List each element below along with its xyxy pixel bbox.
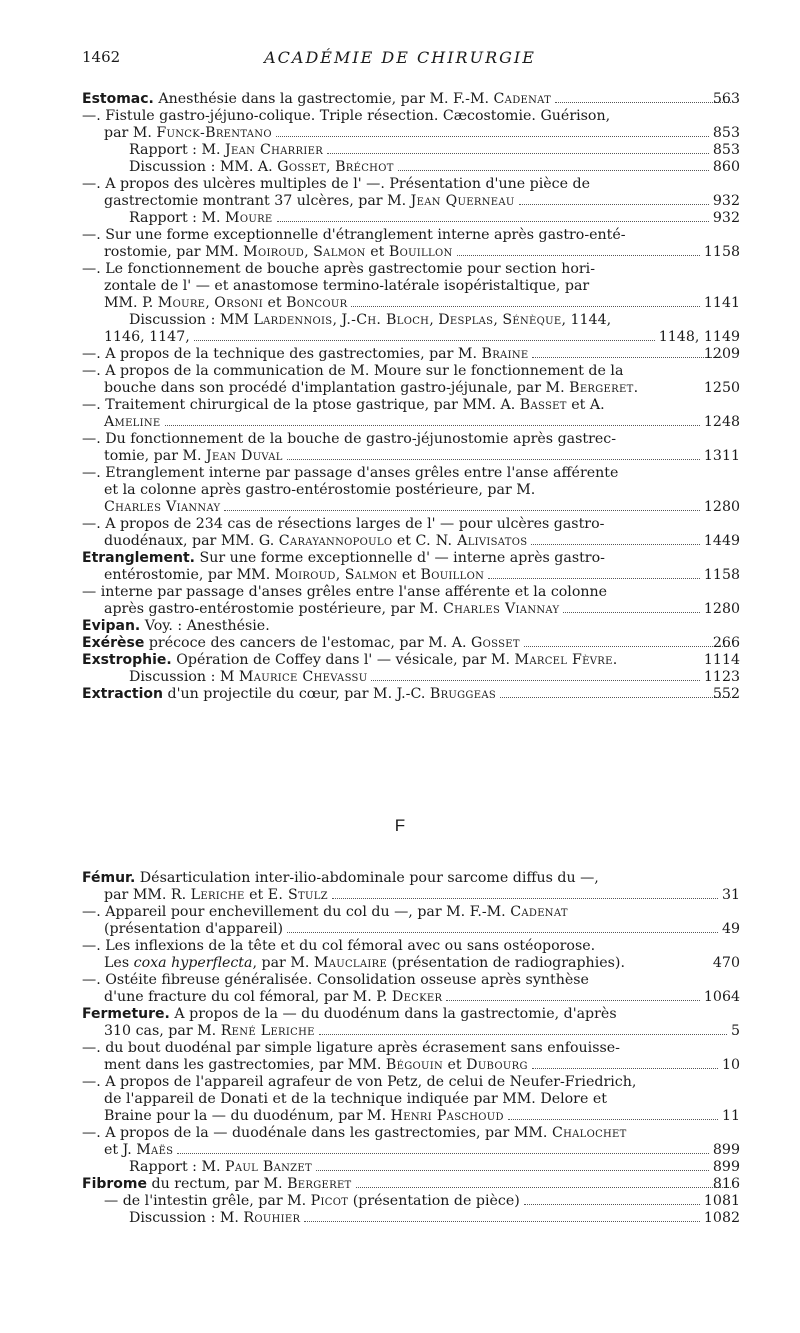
index-entry: Fibrome du rectum, par M. Bergeret 816 [82,1176,740,1192]
page-ref: 1280 [703,499,740,515]
index-entry: —. Etranglement interne par passage d'anses grêles entre l'anse afférente et la colonne après gastro-entérostomie postérieure, par M. Charles Viannay 1280 [82,465,740,515]
page-ref: 470 [712,955,740,971]
index-entry: —. Les inflexions de la tête et du col fémoral avec ou sans ostéoporose. Les coxa hyperflecta, par M. Mauclaire (présentation de radiographies). 470 [82,938,740,971]
index-entry: Fémur. Désarticulation inter-ilio-abdominale pour sarcome diffus du —, par MM. R. Leriche et E. Stulz 31 [82,870,740,903]
index-entry: —. Sur une forme exceptionnelle d'étranglement interne après gastro-enté- rostomie, par MM. Moiroud, Salmon et Bouillon 1158 [82,227,740,260]
index-entry: Evipan. Voy. : Anesthésie. [82,618,270,634]
page-ref: 1248 [703,414,740,430]
index-entry: Fermeture. A propos de la — du duodénum dans la gastrectomie, d'après 310 cas, par M. René Leriche 5 [82,1006,740,1039]
index-entry: —. A propos de la — duodénale dans les gastrectomies, par MM. Chalochet et J. Maës 899 [82,1125,740,1158]
page-ref: 1209 [703,346,740,362]
index-entry: — interne par passage d'anses grêles entre l'anse afférente et la colonne après gastro-entérostomie postérieure, par M. Charles Viannay 1280 [82,584,740,617]
index-entry: Estomac. Anesthésie dans la gastrectomie, par M. F.-M. Cadenat 563 [82,91,740,107]
page-ref: 860 [712,159,740,175]
page-ref: 1064 [703,989,740,1005]
index-subentry: Rapport : M. Moure 932 [129,210,740,226]
index-subentry: Discussion : MM Lardennois, J.-Ch. Bloch, Desplas, Sénèque, 1144, 1146, 1147, 1148, 1149 [104,312,740,345]
page-header [0,48,800,72]
index-entry: Extraction d'un projectile du cœur, par M. J.-C. Bruggeas 552 [82,686,740,702]
index-subentry: Discussion : M Maurice Chevassu 1123 [129,669,740,685]
page-ref: 932 [712,210,740,226]
index-entry: — de l'intestin grêle, par M. Picot (présentation de pièce) 1081 [104,1193,740,1209]
page-ref: 266 [712,635,740,651]
index-subentry: Rapport : M. Jean Charrier 853 [129,142,740,158]
index-entry: —. Le fonctionnement de bouche après gastrectomie pour section hori- zontale de l' — et anastomose termino-latérale isopéristaltique, par MM. P. Moure, Orsoni et Boncour 1141 [82,261,740,311]
page-ref: 10 [721,1057,740,1073]
page-ref: 1158 [703,567,740,583]
index-entry: —. Appareil pour enchevillement du col du —, par M. F.-M. Cadenat (présentation d'appareil) 49 [82,904,740,937]
page-ref: 1250 [703,380,740,396]
index-entry: —. Traitement chirurgical de la ptose gastrique, par MM. A. Basset et A. Ameline 1248 [82,397,740,430]
index-entry: —. Du fonctionnement de la bouche de gastro-jéjunostomie après gastrec- tomie, par M. Jean Duval 1311 [82,431,740,464]
index-entry: —. A propos de l'appareil agrafeur de von Petz, de celui de Neufer-Friedrich, de l'appareil de Donati et de la technique indiquée par MM. Delore et Braine pour la — du duodénum, par M. Henri Paschoud 11 [82,1074,740,1124]
index-entry: —. A propos de 234 cas de résections larges de l' — pour ulcères gastro- duodénaux, par MM. G. Carayannopoulo et C. N. Alivisatos 1449 [82,516,740,549]
index-entry: Exérèse précoce des cancers de l'estomac, par M. A. Gosset 266 [82,635,740,651]
page-ref: 1114 [703,652,740,668]
page-ref: 816 [712,1176,740,1192]
page-ref: 1141 [703,295,740,311]
page-ref: 31 [721,887,740,903]
section-letter: F [394,816,406,835]
index-subentry: Discussion : M. Rouhier 1082 [129,1210,740,1226]
page-ref: 49 [721,921,740,937]
page-ref: 1123 [703,669,740,685]
index-section-f [82,870,740,1227]
page-ref: 1311 [703,448,740,464]
index-entry: Exstrophie. Opération de Coffey dans l' — vésicale, par M. Marcel Fèvre. 1114 [82,652,740,668]
page-ref: 899 [712,1159,740,1175]
index-subentry: Discussion : MM. A. Gosset, Bréchot 860 [129,159,740,175]
index-entry: —. A propos de la technique des gastrectomies, par M. Braine 1209 [82,346,740,362]
index-entry: —. A propos de la communication de M. Moure sur le fonctionnement de la bouche dans son procédé d'implantation gastro-jéjunale, par M. Bergeret. 1250 [82,363,740,396]
index-subentry: Rapport : M. Paul Banzet 899 [129,1159,740,1175]
page-ref: 899 [712,1142,740,1158]
page-ref: 1280 [703,601,740,617]
page-number: 1462 [82,48,121,66]
page-ref: 563 [712,91,740,107]
running-title: ACADÉMIE DE CHIRURGIE [264,48,536,67]
page-ref: 5 [730,1023,740,1039]
index-entry: —. Ostéite fibreuse généralisée. Consolidation osseuse après synthèse d'une fracture du col fémoral, par M. P. Decker 1064 [82,972,740,1005]
page-ref: 853 [712,142,740,158]
page-ref: 11 [721,1108,740,1124]
page-ref: 1149 [703,329,740,345]
page-ref: 552 [712,686,740,702]
page-ref: 1081 [703,1193,740,1209]
page-ref: 1082 [703,1210,740,1226]
page-ref: 1449 [703,533,740,549]
index-entry: —. A propos des ulcères multiples de l' —. Présentation d'une pièce de gastrectomie montrant 37 ulcères, par M. Jean Querneau 932 [82,176,740,209]
index-entry: —. Fistule gastro-jéjuno-colique. Triple résection. Cæcostomie. Guérison, par M. Funck-Brentano 853 [82,108,740,141]
index-entry: Etranglement. Sur une forme exceptionnelle d' — interne après gastro- entérostomie, par MM. Moiroud, Salmon et Bouillon 1158 [82,550,740,583]
index-section-e [82,91,740,703]
page-ref: 853 [712,125,740,141]
page-ref: 1158 [703,244,740,260]
index-entry: —. du bout duodénal par simple ligature après écrasement sans enfouisse- ment dans les gastrectomies, par MM. Bégouin et Dubourg 10 [82,1040,740,1073]
page-ref: 932 [712,193,740,209]
